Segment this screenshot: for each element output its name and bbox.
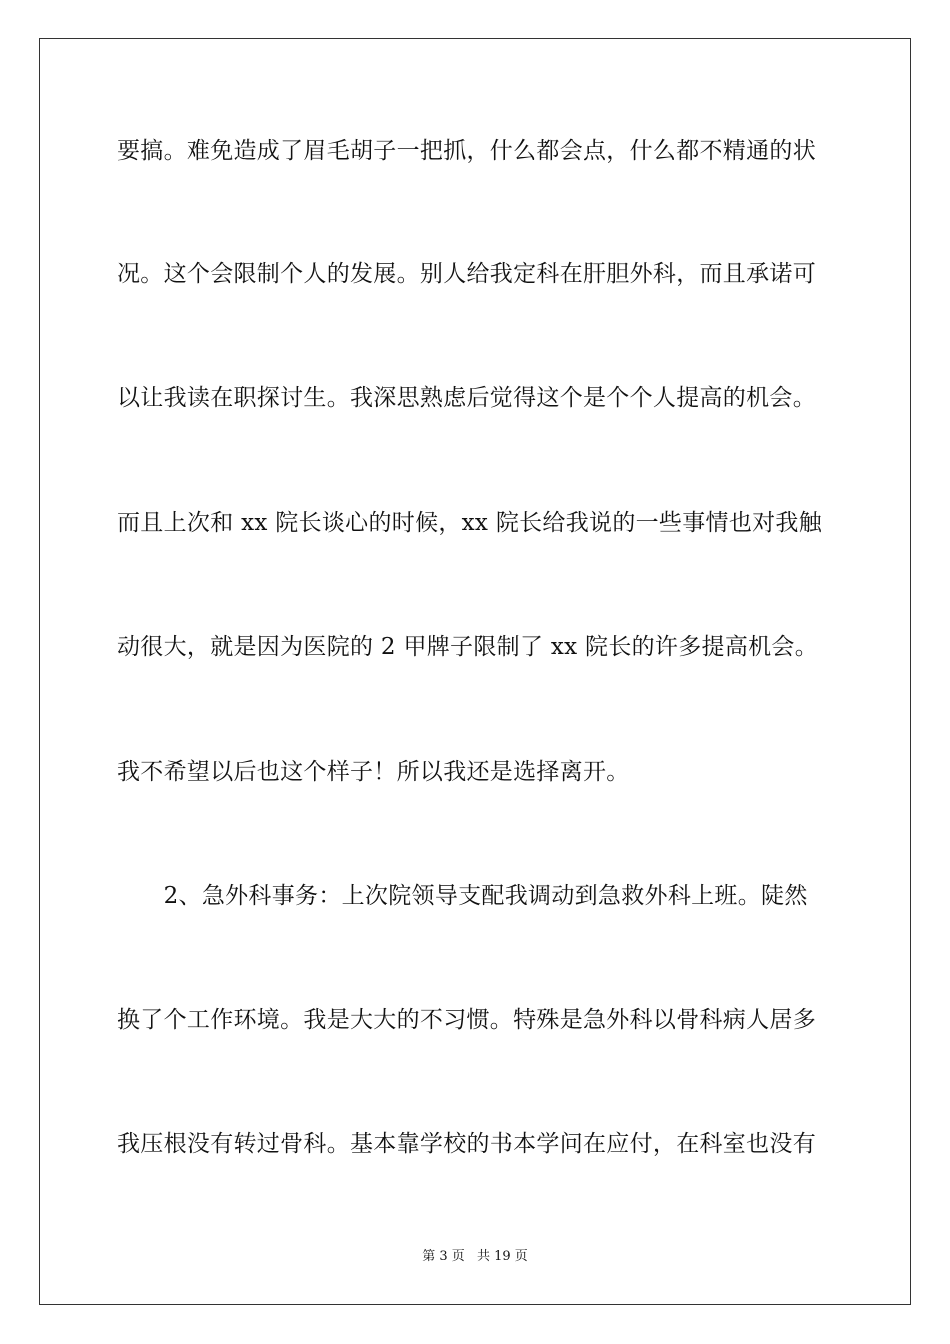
page-border [39,38,911,1305]
text-line: 换了个工作环境。我是大大的不习惯。特殊是急外科以骨科病人居多 [117,1007,816,1033]
text-line: 以让我读在职探讨生。我深思熟虑后觉得这个是个个人提高的机会。 [117,385,816,411]
text-line: 要搞。难免造成了眉毛胡子一把抓，什么都会点，什么都不精通的状 [117,138,816,164]
text-line: 而且上次和 xx 院长谈心的时候，xx 院长给我说的一些事情也对我触 [117,510,823,536]
text-line: 2、急外科事务：上次院领导支配我调动到急救外科上班。陡然 [117,883,808,909]
page-number: 第 3 页 [422,1249,465,1264]
text-line: 动很大，就是因为医院的 2 甲牌子限制了 xx 院长的许多提高机会。 [117,634,819,660]
text-line: 况。这个会限制个人的发展。别人给我定科在肝胆外科，而且承诺可 [117,261,816,287]
page-total: 共 19 页 [476,1249,528,1264]
text-line: 我不希望以后也这个样子！所以我还是选择离开。 [117,759,630,785]
page-footer [0,1249,950,1265]
text-line: 我压根没有转过骨科。基本靠学校的书本学问在应付，在科室也没有 [117,1131,816,1157]
